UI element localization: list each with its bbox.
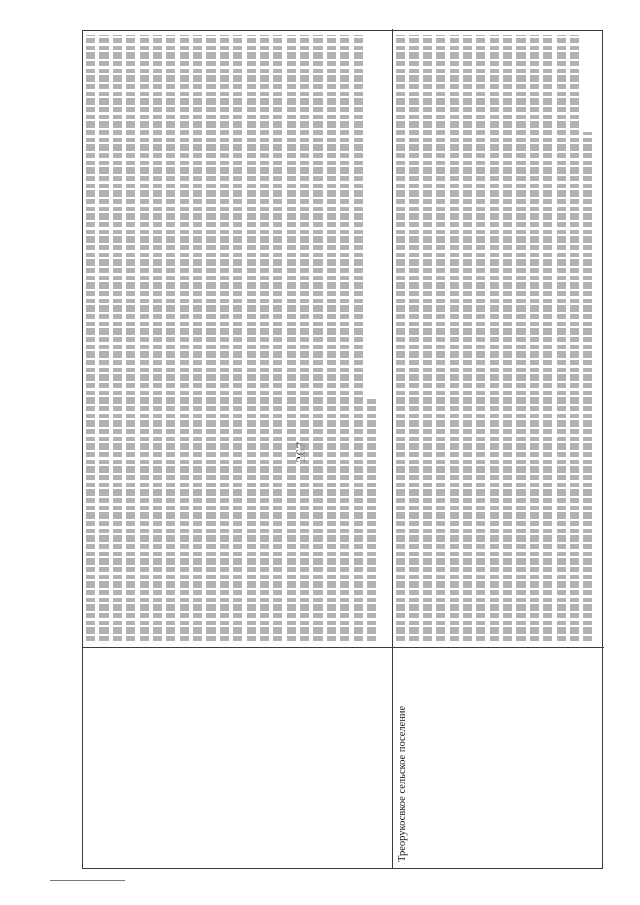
settlement-name-cell-continued <box>83 647 393 868</box>
rotated-table-area <box>82 30 603 869</box>
text-lines-continued <box>83 29 376 647</box>
settlement-name: Треорукосвкое сельское поселение <box>397 705 408 862</box>
settlement-name-continued <box>83 648 89 868</box>
description-cell-continued <box>83 29 393 647</box>
settlement-name-cell <box>393 647 604 868</box>
footnote-separator-line <box>50 880 125 881</box>
text-lines <box>393 29 592 647</box>
tariff-limit-table <box>82 30 603 869</box>
description-cell <box>393 29 604 647</box>
